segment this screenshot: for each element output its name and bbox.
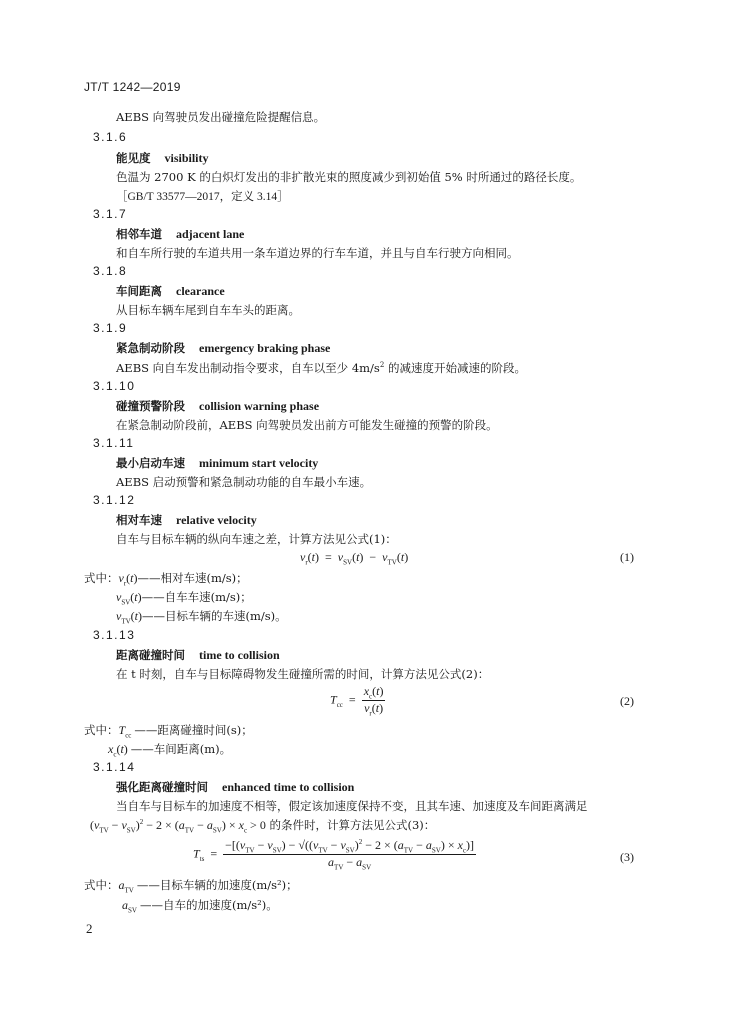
page-number: 2 (86, 921, 93, 936)
definition: 当自车与目标车的加速度不相等，假定该加速度保持不变，且其车速、加速度及车间距离满足 (116, 799, 588, 813)
term-collision-warning (116, 398, 319, 414)
definition: 色温为 2700 K 的白炽灯发出的非扩散光束的照度减少到初始值 5% 时所通过的路径长度。 (116, 170, 582, 184)
reference: ［GB/T 33577—2017，定义 3.14］ (116, 191, 289, 203)
formula-1: $v_r(t) = v_{SV}(t) - v_{TV}(t)$ (300, 550, 409, 567)
term-zh: 相对车速 (116, 513, 162, 527)
term-en: emergency braking phase (199, 341, 331, 355)
section-number: 3.1.13 (93, 628, 136, 642)
term-en: time to collision (199, 648, 280, 662)
where-desc: ——目标车辆的车速(m/s)。 (142, 609, 287, 623)
term-en: adjacent lane (176, 227, 245, 241)
definition-part: 的减速度开始减速的阶段。 (384, 361, 526, 375)
where-desc: ——距离碰撞时间(s)； (134, 723, 253, 737)
term-zh: 强化距离碰撞时间 (116, 780, 208, 794)
term-min-start-velocity (116, 455, 318, 471)
definition-part: AEBS 向自车发出制动指令要求，自车以至少 4m/s (116, 361, 380, 375)
definition: 自车与目标车辆的纵向车速之差，计算方法见公式(1)： (116, 532, 397, 546)
term-zh: 能见度 (116, 151, 151, 165)
term-enhanced-ttc (116, 779, 354, 795)
where-prefix: 式中： (84, 878, 119, 892)
formula-2: $T_{cc}$ = $\frac{x_c(t)}{v_r(t)}$ (330, 684, 384, 718)
definition-continued: $(v_{TV} - v_{SV})^2 - 2 \times (a_{TV} - a_{SV}) \times x_c > 0$ 的条件时，计算方法见公式(3)： (90, 818, 436, 835)
where-line: $v_{SV}(t)——$自车车速(m/s)； (116, 590, 252, 607)
definition: 在 t 时刻，自车与目标障碍物发生碰撞所需的时间，计算方法见公式(2)： (116, 667, 490, 681)
term-emergency-braking (116, 340, 330, 356)
where-line: 式中：$v_r(t)——$相对车速(m/s)； (84, 571, 248, 588)
term-clearance (116, 283, 225, 299)
term-en: collision warning phase (199, 399, 320, 413)
where-prefix: 式中： (84, 571, 119, 585)
term-visibility (116, 150, 209, 166)
definition: 从目标车辆车尾到自车车头的距离。 (116, 303, 300, 317)
term-en: relative velocity (176, 513, 257, 527)
where-desc: ——自车车速(m/s)； (141, 590, 252, 604)
definition (116, 360, 526, 376)
definition-tail: 的条件时，计算方法见公式(3)： (265, 818, 436, 832)
where-desc: ——目标车辆的加速度(m/s²)； (136, 878, 298, 892)
term-relative-velocity (116, 512, 257, 528)
equation-number: (3) (620, 850, 634, 864)
section-number: 3.1.8 (93, 264, 128, 278)
term-zh: 相邻车道 (116, 227, 162, 241)
superscript: 2 (379, 361, 385, 370)
definition: AEBS 启动预警和紧急制动功能的自车最小车速。 (116, 475, 372, 489)
term-zh: 车间距离 (116, 284, 162, 298)
section-number: 3.1.9 (93, 321, 128, 335)
formula-3: $T_{ts}$ = $\frac{-[(v_{TV} - v_{SV}) - √((v_{TV} - v_{SV})^2 - 2 \times (a_{TV} - a_{SV}) \times x_c)]}{a_{TV} - a_{SV}}$ (193, 838, 475, 872)
term-time-to-collision (116, 647, 280, 663)
equation-number: (2) (620, 694, 634, 708)
term-zh: 碰撞预警阶段 (116, 399, 185, 413)
term-en: visibility (164, 151, 209, 165)
where-line: 式中：$T_{cc}$ ——距离碰撞时间(s)； (84, 723, 253, 740)
where-line: $x_c(t)$ ——车间距离(m)。 (108, 742, 232, 759)
section-number: 3.1.7 (93, 207, 128, 221)
term-en: minimum start velocity (199, 456, 319, 470)
where-desc: ——相对车速(m/s)； (137, 571, 248, 585)
intro-line: AEBS 向驾驶员发出碰撞危险提醒信息。 (116, 110, 326, 124)
standard-code: JT/T 1242—2019 (84, 80, 181, 94)
section-number: 3.1.6 (93, 130, 128, 144)
where-line: $v_{TV}(t)——$目标车辆的车速(m/s)。 (116, 609, 287, 626)
term-zh: 最小启动车速 (116, 456, 185, 470)
term-adjacent-lane (116, 226, 244, 242)
definition: 和自车所行驶的车道共用一条车道边界的行车车道，并且与自车行驶方向相同。 (116, 246, 519, 260)
section-number: 3.1.11 (93, 436, 135, 450)
term-zh: 距离碰撞时间 (116, 648, 185, 662)
term-en: clearance (176, 284, 225, 298)
section-number: 3.1.12 (93, 493, 136, 507)
definition: 在紧急制动阶段前，AEBS 向驾驶员发出前方可能发生碰撞的预警的阶段。 (116, 418, 498, 432)
section-number: 3.1.10 (93, 379, 136, 393)
where-desc: ——车间距离(m)。 (130, 742, 232, 756)
where-line: $a_{SV}$ ——自车的加速度(m/s²)。 (122, 898, 278, 915)
where-line: 式中：$a_{TV}$ ——目标车辆的加速度(m/s²)； (84, 878, 298, 895)
where-desc: ——自车的加速度(m/s²)。 (139, 898, 278, 912)
where-prefix: 式中： (84, 723, 119, 737)
equation-number: (1) (620, 550, 634, 564)
section-number: 3.1.14 (93, 760, 136, 774)
term-en: enhanced time to collision (222, 780, 355, 794)
term-zh: 紧急制动阶段 (116, 341, 185, 355)
